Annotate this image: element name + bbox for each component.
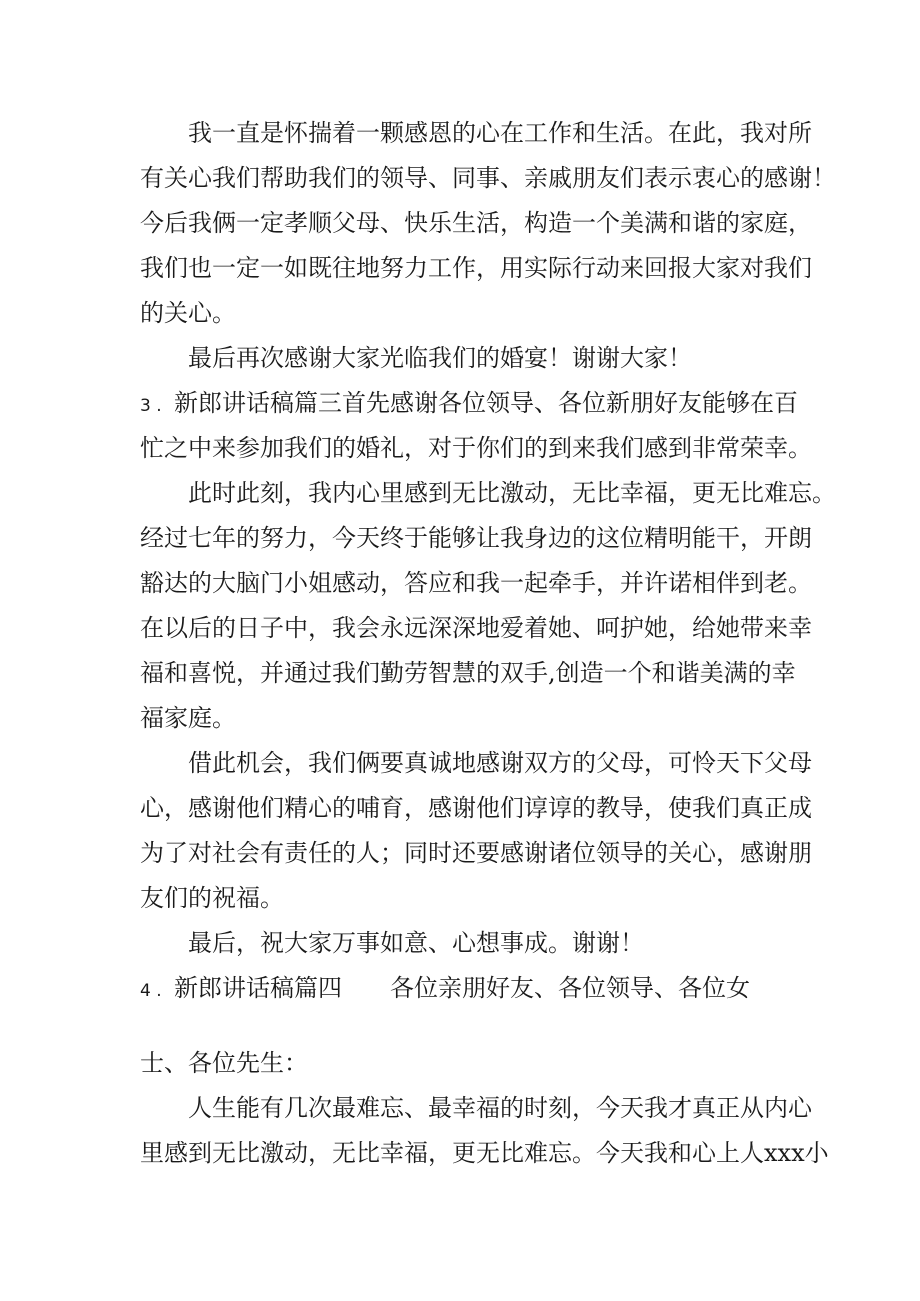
paragraph-line: 各位亲朋好友、各位领导、各位女	[390, 974, 750, 1002]
paragraph-line: 经过七年的努力，今天终于能够让我身边的这位精明能干，开朗	[140, 524, 812, 552]
paragraph-line: 为了对社会有责任的人；同时还要感谢诸位领导的关心，感谢朋	[140, 839, 812, 867]
paragraph-line: 心，感谢他们精心的哺育，感谢他们谆谆的教导，使我们真正成	[140, 794, 812, 822]
paragraph-line: 最后，祝大家万事如意、心想事成。谢谢！	[188, 929, 644, 957]
section-number: 3 .	[140, 396, 162, 416]
paragraph-line: 人生能有几次最难忘、最幸福的时刻，今天我才真正从内心	[188, 1094, 812, 1122]
section-heading-3	[140, 388, 798, 421]
section-number: 4 .	[140, 981, 162, 1001]
paragraph-line: 福家庭。	[140, 704, 236, 732]
paragraph-line: 士、各位先生：	[140, 1049, 308, 1077]
paragraph-line: 在以后的日子中，我会永远深深地爱着她、呵护她，给她带来幸	[140, 614, 812, 642]
section-heading-4	[140, 973, 750, 1006]
paragraph-line: 友们的祝福。	[140, 884, 284, 912]
paragraph-line: 忙之中来参加我们的婚礼，对于你们的到来我们感到非常荣幸。	[140, 434, 812, 462]
paragraph-line: 里感到无比激动，无比幸福，更无比难忘。今天我和心上人xxx小	[140, 1139, 829, 1167]
paragraph-line: 最后再次感谢大家光临我们的婚宴！谢谢大家！	[188, 344, 692, 372]
paragraph-line: 的关心。	[140, 299, 236, 327]
section-heading-text: 新郎讲话稿篇四	[174, 974, 342, 1002]
paragraph-line: 今后我俩一定孝顺父母、快乐生活，构造一个美满和谐的家庭，	[140, 209, 812, 237]
paragraph-line: 借此机会，我们俩要真诚地感谢双方的父母，可怜天下父母	[188, 749, 812, 777]
paragraph-line: 豁达的大脑门小姐感动，答应和我一起牵手，并许诺相伴到老。	[140, 569, 812, 597]
paragraph-line: 有关心我们帮助我们的领导、同事、亲戚朋友们表示衷心的感谢！	[140, 164, 836, 192]
section-heading-text: 新郎讲话稿篇三首先感谢各位领导、各位新朋好友能够在百	[174, 389, 798, 417]
paragraph-line: 我们也一定一如既往地努力工作，用实际行动来回报大家对我们	[140, 254, 812, 282]
paragraph-line: 我一直是怀揣着一颗感恩的心在工作和生活。在此，我对所	[188, 119, 812, 147]
paragraph-line: 此时此刻，我内心里感到无比激动，无比幸福，更无比难忘。	[188, 479, 836, 507]
paragraph-line: 福和喜悦，并通过我们勤劳智慧的双手,创造一个和谐美满的幸	[140, 659, 796, 687]
